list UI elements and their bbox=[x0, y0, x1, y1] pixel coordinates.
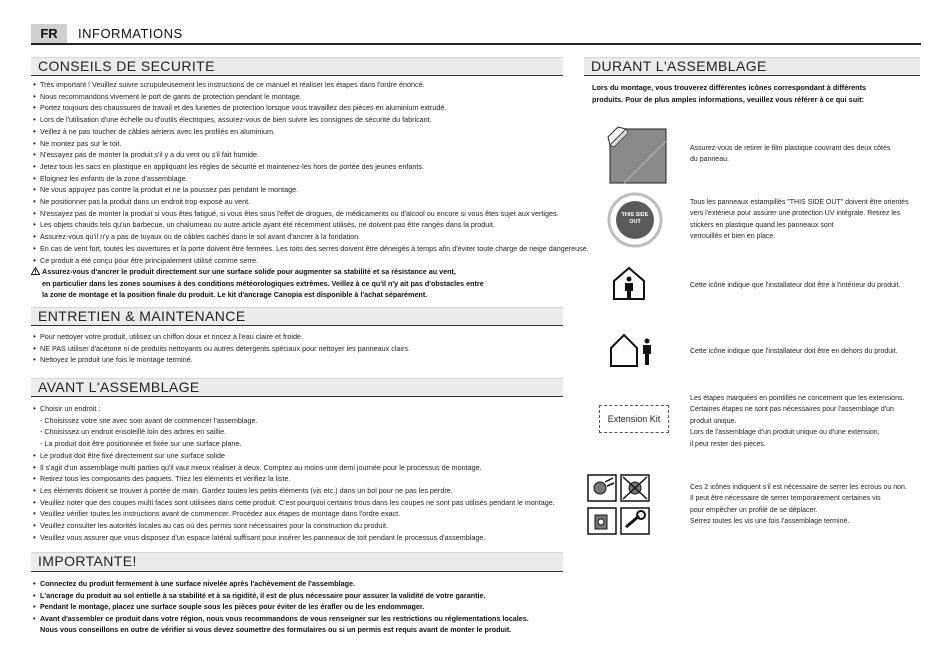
warning-icon bbox=[31, 267, 40, 275]
extension-description: Les étapes marquées en pointillés ne concernent que les extensions. Certaines étapes ne sont pas nécessaires pour l'assemblage d'un produit unique. Lors de l'assemblage d'un produit unique ou d'une extension, il peut rester des pièces. bbox=[690, 395, 905, 448]
list-item: • Le produit doit être fixé directement sur une surface solide bbox=[33, 450, 225, 460]
section-title: ENTRETIEN & MAINTENANCE bbox=[38, 308, 246, 324]
list-item: • Les objets chauds tels qu'un barbecue, un chalumeau ou autre article ayant été récemment utilisés, ne doivent pas être rangés dans la produit. bbox=[33, 220, 495, 230]
list-item: • Nous recommandons vivement le port de gants de protection pendant le montage. bbox=[33, 91, 302, 101]
list-item: • Choisir un endroit : bbox=[33, 404, 101, 413]
list-item: • Assurez-vous qu'il n'y a pas de tuyaux ou de câbles cachés dans le sol avant d'ancrer à la fondation. bbox=[33, 232, 361, 242]
list-item: • Pour nettoyer votre produit, utilisez un chiffon doux et rincez à l'eau claire et froide. bbox=[33, 332, 303, 341]
list-item: • Veillez à ne pas toucher de câbles aériens avec les profilés en aluminium. bbox=[33, 126, 275, 136]
list-subitem: - Choisissez votre site avec soin avant de commencer l'assemblage. bbox=[40, 415, 258, 425]
section-title: IMPORTANTE! bbox=[38, 553, 137, 569]
list-item: • Eloignez les enfants de la zone d'assemblage. bbox=[33, 173, 188, 183]
list-item: • Ne montez pas sur le toit. bbox=[33, 138, 122, 148]
page-title: INFORMATIONS bbox=[78, 26, 183, 41]
do-not-tighten-icon bbox=[620, 474, 650, 502]
section-header-conseils bbox=[31, 57, 563, 76]
section-title: DURANT L'ASSEMBLAGE bbox=[591, 58, 767, 74]
durant-intro: Lors du montage, vous trouverez différentes icônes correspondant à différents produits. Pour de plus amples informations, veuillez vous référer à ce qui suit: bbox=[592, 83, 867, 104]
list-item: • Jetez tous les sacs en plastique en appliquant les règles de sécurité et maintenez-les hors de portée des jeunes enfants. bbox=[33, 161, 424, 171]
anchor-warning: Assurez-vous d'ancrer le produit directement sur une surface solide pour augmenter sa stabilité et sa résistance au vent, en particulier dans les zones soumises à des conditions météorologiques extrêmes. Veillez à ce qu'il n'y ait pas d'obstacles entre la zone de montage et la position finale du produit. Le kit d'ancrage Canopia est disponible à l'achat séparément. bbox=[31, 266, 484, 301]
list-item: • Ce produit a été conçu pour être principalement utilisé comme serre. bbox=[33, 255, 259, 265]
tighten-screw-icon bbox=[587, 474, 617, 502]
top-header bbox=[31, 24, 921, 45]
inside-description: Cette icône indique que l'installateur doit être à l'intérieur du produit. bbox=[690, 282, 901, 289]
list-item: • Veuillez vérifier toutes les instructions avant de commencer. Procédez aux étapes de montage dans l'ordre exact. bbox=[33, 509, 401, 519]
list-item: • N'essayez pas de monter la produit si vous êtes fatigué, si vous êtes sous l'effet de drogues, de médicaments ou d'alcool ou encore si vous êtes sujet aux vertiges. bbox=[33, 208, 559, 218]
list-item: • Pendant le montage, placez une surface souple sous les pièces pour éviter de les érafler ou de les endommager. bbox=[33, 602, 425, 612]
importante-list bbox=[33, 578, 529, 636]
section-header-entretien bbox=[31, 307, 563, 326]
sticker-description: Tous les panneaux estampillés "THIS SIDE OUT" doivent être orientés vers l'extérieur pour assurer une protection UV intégrale. Retirez les stickers en plastique quand les panneaux sont verrouillés et bien en place. bbox=[690, 199, 909, 241]
list-item: Nous vous conseillons en outre de vérifier si vous devez soumettre des formulaires ou si un permis est requis avant de monter le produit. bbox=[40, 625, 512, 635]
list-item: • L'ancrage du produit au sol entielle à sa stabilité et à sa rigidité, il est de plus nécessaire pour assurer la validité de votre garantie. bbox=[33, 590, 486, 600]
section-title: CONSEILS DE SECURITE bbox=[38, 58, 215, 74]
list-item: • Veuillez vous assurer que vous disposez d'un espace latéral suffisant pour insérer les panneaux de toit pendant le processus d'assemblage. bbox=[33, 532, 486, 542]
list-item: • Ne vous appuyez pas contre la produit et ne la poussez pas pendant le montage. bbox=[33, 185, 299, 195]
avant-list bbox=[33, 403, 555, 543]
section-title: AVANT L'ASSEMBLAGE bbox=[38, 379, 200, 395]
installer-inside-icon bbox=[611, 265, 647, 301]
screw-nut-icon bbox=[587, 507, 617, 535]
section-header-durant bbox=[584, 57, 920, 76]
extension-kit-badge: Extension Kit bbox=[599, 405, 669, 433]
entretien-list bbox=[33, 331, 410, 366]
list-item: • NE PAS utiliser d'acétone ni de produits nettoyants ou autres détergents spéciaux pour nettoyer les panneaux clairs. bbox=[33, 343, 411, 353]
conseils-list bbox=[33, 79, 589, 266]
list-item: • Veuillez noter que des coupes multi faces sont utilisées dans cette produit. C'est pourquoi certains trous dans les coupes ne sont pas utilisés pendant le montage. bbox=[33, 497, 555, 507]
list-item: • Veuillez consulter les autorités locales au cas où des permis sont nécessaires pour la construction du produit. bbox=[33, 521, 388, 531]
list-item: • Très important ! Veuillez suivre scrupuleusement les instructions de ce manuel et réaliser les étapes dans l'ordre énoncé. bbox=[33, 80, 425, 89]
list-item: • Avant d'assembler ce produit dans votre région, nous vous recommandons de vous renseigner sur les restrictions ou réglementations locales. bbox=[33, 613, 529, 623]
sticker-label: THIS SIDE OUT bbox=[621, 212, 649, 225]
wrench-icon bbox=[620, 507, 650, 535]
peel-film-icon bbox=[604, 125, 668, 187]
film-description: Assurez-vous de retirer le film plastique couvrant des deux côtés du panneau. bbox=[690, 145, 891, 164]
list-item: • Connectez du produit fermement à une surface nivelée après l'achèvement de l'assemblage. bbox=[33, 579, 355, 588]
list-item: • Nettoyez le produit une fois le montage terminé. bbox=[33, 355, 193, 365]
installer-outside-icon bbox=[609, 332, 655, 368]
section-header-importante bbox=[31, 552, 563, 572]
screw-description: Ces 2 icônes indiquent s'il est nécessaire de serrer les écrous ou non. Il peut être nécessaire de serrer temporairement certaines vis pour empêcher un profilé de se déplacer. Serrez toutes les vis une fois l'assemblage terminé. bbox=[690, 484, 907, 526]
list-item: • N'essayez pas de monter la produit s'il y a du vent ou s'il fait humide. bbox=[33, 150, 260, 160]
list-item: • Lors de l'utilisation d'une échelle ou d'outils électriques, assurez-vous de bien suivre les consignes de sécurité du fabricant. bbox=[33, 115, 432, 125]
language-badge: FR bbox=[31, 24, 67, 43]
list-item: • Retirez tous les composants des paquets. Triez les éléments et vérifiez la liste. bbox=[33, 474, 291, 484]
list-item: • En cas de vent fort, toutes les ouvertures et la porte doivent être fermées. Les toits des serres doivent être déneigés à temps afin d'éviter toute charge de neige dangereuse. bbox=[33, 243, 589, 253]
list-item: • Il s'agit d'un assemblage multi parties qu'il vaut mieux réaliser à deux. Comptez au moins une demi journée pour le processus de montage. bbox=[33, 462, 482, 472]
list-item: • Ne positionner pas la produit dans un endroit trop exposé au vent. bbox=[33, 197, 251, 207]
section-header-avant bbox=[31, 378, 563, 397]
list-subitem: - Choisissez un endroit ensoleillé loin des arbres en saillie. bbox=[40, 427, 227, 437]
list-subitem: - La produit doit être positionnée et fixée sur une surface plane. bbox=[40, 439, 242, 449]
outside-description: Cette icône indique que l'installateur doit être en dehors du produit. bbox=[690, 348, 898, 355]
list-item: • Portez toujours des chaussures de travail et des lunettes de protection lorsque vous travaillez des pièces en aluminium extrudé. bbox=[33, 103, 447, 113]
list-item: • Les éléments doivent se trouver à portée de main. Gardez toutes les petits éléments (vis etc.) dans un bol pour ne pas les perdre. bbox=[33, 485, 453, 495]
